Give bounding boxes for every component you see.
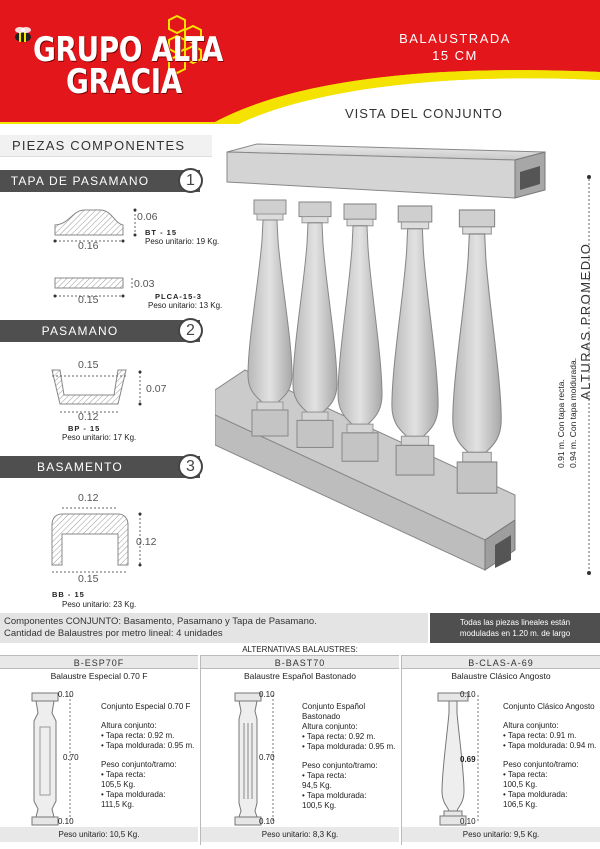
bb15-weight: Peso unitario: 23 Kg. <box>62 600 137 609</box>
alt-dim-mid: 0.70 <box>259 753 275 762</box>
alt-altura-moldurada: • Tapa moldurada: 0.95 m. <box>101 741 195 750</box>
plca-code: PLCA-15-3 <box>155 292 202 301</box>
bt15-profile <box>54 209 137 243</box>
info-line2: Cantidad de Balaustres por metro lineal: 4 unidades <box>4 628 223 639</box>
alt-dim-bottom: 0.10 <box>58 817 74 826</box>
bb15-top-width: 0.12 <box>78 492 99 504</box>
bt15-weight: Peso unitario: 19 Kg. <box>145 237 220 246</box>
alt-peso-moldurada: • Tapa moldurada: <box>101 790 166 799</box>
info-note-line1: Todas las piezas lineales están <box>459 618 571 627</box>
section-label-basamento: BASAMENTO <box>37 460 123 474</box>
alt-altura-label: Altura conjunto: <box>101 721 157 730</box>
alternative-esp70f <box>0 655 198 845</box>
alt-peso-label: Peso conjunto/tramo: <box>302 761 378 770</box>
document-title-line1: BALAUSTRADA <box>399 31 511 46</box>
section-bar-basamento <box>0 456 200 478</box>
alt-peso-moldurada-val: 106,5 Kg. <box>503 800 538 809</box>
info-note <box>430 613 600 643</box>
section-bar-pasamano <box>0 320 200 342</box>
plca-width: 0.15 <box>78 294 99 306</box>
alt-code: B-BAST70 <box>201 655 399 669</box>
plca-weight: Peso unitario: 13 Kg. <box>148 301 223 310</box>
alternatives-title: ALTERNATIVAS BALAUSTRES: <box>242 645 358 654</box>
alt-desc-title: Conjunto Español <box>302 702 366 711</box>
bb15-code: BB - 15 <box>52 590 85 599</box>
section-number-pasamano: 2 <box>178 318 203 343</box>
alt-code: B-ESP70F <box>0 655 198 669</box>
plca-height: 0.03 <box>134 278 155 290</box>
height-dimension-line <box>586 175 592 575</box>
alt-peso-recta: • Tapa recta: <box>503 770 548 779</box>
alt-unit-weight: Peso unitario: 10,5 Kg. <box>0 827 198 842</box>
alt-altura-moldurada: • Tapa moldurada: 0.94 m. <box>503 741 597 750</box>
alt-peso-moldurada-val: 100,5 Kg. <box>302 801 337 810</box>
alt-unit-weight: Peso unitario: 8,3 Kg. <box>201 827 399 842</box>
document-title <box>355 30 555 64</box>
section-label-tapa: TAPA DE PASAMANO <box>10 174 150 188</box>
alt-description <box>101 702 201 810</box>
heights-title: ALTURAS PROMEDIO <box>578 242 593 400</box>
baluster-esp70f-drawing <box>20 691 90 831</box>
alt-peso-recta: • Tapa recta: <box>302 771 347 780</box>
alt-description <box>302 702 402 811</box>
alt-altura-label: Altura conjunto: <box>302 722 358 731</box>
bb15-bottom-width: 0.15 <box>78 573 99 585</box>
info-note-line2: moduladas en 1.20 m. de largo <box>459 629 571 638</box>
height-recta: 0.91 m. Con tapa recta. <box>556 379 566 468</box>
balustrade-render <box>215 140 575 600</box>
bt15-code: BT - 15 <box>145 228 178 237</box>
section-number-basamento: 3 <box>178 454 203 479</box>
bt15-width: 0.16 <box>78 240 99 252</box>
bp15-height: 0.07 <box>146 383 167 395</box>
alt-desc-title2: Bastonado <box>302 712 341 721</box>
alt-name: Balaustre Clásico Angosto <box>451 671 551 681</box>
alt-dim-mid: 0.69 <box>460 755 476 764</box>
view-title: VISTA DEL CONJUNTO <box>345 106 503 121</box>
alt-peso-recta: • Tapa recta: <box>101 770 146 779</box>
alt-unit-weight: Peso unitario: 9,5 Kg. <box>402 827 600 842</box>
alt-code: B-CLAS-A-69 <box>402 655 600 669</box>
alt-name: Balaustre Especial 0.70 F <box>50 671 148 681</box>
alt-dim-top: 0.10 <box>460 690 476 699</box>
alt-altura-label: Altura conjunto: <box>503 721 559 730</box>
alt-desc-title: Conjunto Especial 0.70 F <box>101 702 191 711</box>
info-components <box>0 613 428 643</box>
bp15-top-width: 0.15 <box>78 359 99 371</box>
bp15-code: BP - 15 <box>68 424 101 433</box>
components-section-title: PIEZAS COMPONENTES <box>0 135 212 157</box>
alt-altura-recta: • Tapa recta: 0.92 m. <box>101 731 175 740</box>
alt-peso-recta-val: 105,5 Kg. <box>101 780 136 789</box>
section-number-tapa: 1 <box>178 168 203 193</box>
alt-dim-top: 0.10 <box>58 690 74 699</box>
alt-peso-moldurada-val: 111,5 Kg. <box>101 800 135 809</box>
baluster-bast70-drawing <box>223 691 293 831</box>
brand-line2: GRACIA <box>66 62 182 102</box>
alt-dim-mid: 0.70 <box>63 753 79 762</box>
alternative-clas-a-69 <box>402 655 600 845</box>
bb15-height: 0.12 <box>136 536 157 548</box>
bt15-height: 0.06 <box>137 211 158 223</box>
section-label-pasamano: PASAMANO <box>41 324 119 338</box>
alt-peso-moldurada: • Tapa moldurada: <box>503 790 568 799</box>
alt-peso-label: Peso conjunto/tramo: <box>503 760 579 769</box>
alt-dim-bottom: 0.10 <box>259 817 275 826</box>
alt-altura-recta: • Tapa recta: 0.91 m. <box>503 731 577 740</box>
alt-altura-recta: • Tapa recta: 0.92 m. <box>302 732 376 741</box>
info-line1: Componentes CONJUNTO: Basamento, Pasamano y Tapa de Pasamano. <box>4 616 317 627</box>
alternative-bast70 <box>201 655 399 845</box>
bp15-weight: Peso unitario: 17 Kg. <box>62 433 137 442</box>
alt-peso-recta-val: 100,5 Kg. <box>503 780 538 789</box>
alt-desc-title: Conjunto Clásico Angosto <box>503 702 595 711</box>
alt-dim-top: 0.10 <box>259 690 275 699</box>
brand-line1: GRUPO ALTA <box>33 30 223 70</box>
alt-dim-bottom: 0.10 <box>460 817 476 826</box>
document-title-line2: 15 CM <box>432 48 478 63</box>
bp15-profile <box>52 370 142 412</box>
bp15-bottom-width: 0.12 <box>78 411 99 423</box>
height-moldurada: 0.94 m. Con tapa moldurada. <box>568 357 578 468</box>
alt-peso-label: Peso conjunto/tramo: <box>101 760 177 769</box>
bb15-profile <box>52 508 142 572</box>
alt-peso-recta-val: 94,5 Kg. <box>302 781 332 790</box>
alt-description <box>503 702 600 810</box>
alt-name: Balaustre Español Bastonado <box>244 671 356 681</box>
alt-peso-moldurada: • Tapa moldurada: <box>302 791 367 800</box>
alt-altura-moldurada: • Tapa moldurada: 0.95 m. <box>302 742 396 751</box>
